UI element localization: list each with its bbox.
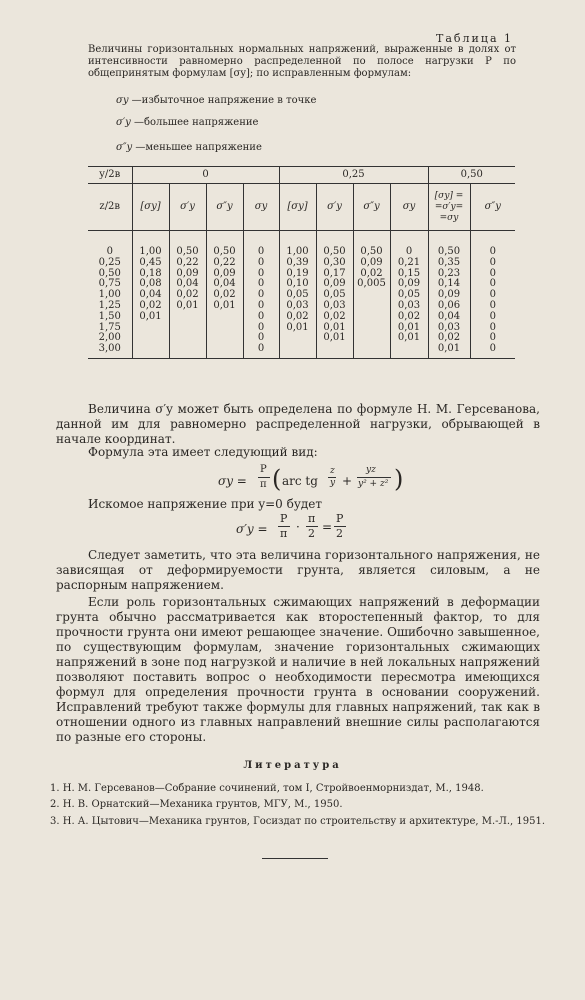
reference-item: 2. Н. В. Орнатский—Механика грунтов, МГУ, М., 1950. [50, 799, 343, 810]
table-cell: 0,23 [428, 269, 470, 280]
table-cell: 0,01 [316, 323, 353, 334]
legend-symbol: σy [116, 95, 129, 106]
table-cell: 0 [243, 269, 279, 280]
reference-item: 1. Н. М. Герсеванов—Собрание сочинений, том I, Стройвоенморниздат, М., 1948. [50, 783, 484, 794]
z-value-cell: 0 [106, 246, 113, 257]
table-cell: 0,09 [428, 290, 470, 301]
table-caption: Величины горизонтальных нормальных напряжений, выраженные в долях от интенсивности равномерно распределенной по полосе нагрузки P по общепринятым формулам [σy]; по исправленным формулам: [88, 44, 516, 79]
table-cell: 0 [243, 333, 279, 344]
table-cell: 0,14 [428, 279, 470, 290]
z-value-cell: 0,50 [98, 267, 121, 279]
legend-text: —избыточное напряжение в точке [131, 95, 317, 106]
table-cell: 0 [470, 247, 515, 258]
column-header: σ′y [169, 184, 206, 231]
group-header: 0,25 [279, 167, 428, 184]
formula-lhs: σy = [218, 474, 247, 488]
table-cell: 0,01 [390, 333, 428, 344]
table-cell [169, 333, 206, 344]
paragraph-1: Величина σ′y может быть определена по формуле Н. М. Герсеванова, данной им для равномерно распределенной нагрузки, обрывающей в начале координат. [56, 402, 540, 446]
z-value-cell: 2,00 [98, 332, 121, 344]
table-cell: 0,45 [132, 258, 169, 269]
formula-gersevanov [218, 462, 418, 502]
frac-denominator: 2 [308, 527, 315, 540]
table-cell [279, 333, 316, 344]
table-cell: 0,02 [279, 312, 316, 323]
table-cell: 0,06 [428, 301, 470, 312]
table-cell: 0,22 [206, 258, 243, 269]
paragraph-4: Следует заметить, что эта величина горизонтального напряжения, не зависящая от деформируемости грунта, является силовым, а не распорным напряжением. [56, 548, 540, 592]
legend-item [116, 95, 316, 106]
table-cell: 0,30 [316, 258, 353, 269]
table-cell: 0,22 [169, 258, 206, 269]
formula-lhs: σ′y = [236, 522, 268, 536]
table-cell: 0,19 [279, 269, 316, 280]
table-cell: 0,02 [428, 333, 470, 344]
table-cell: 0 [243, 247, 279, 258]
plus-sign: + [342, 474, 353, 488]
table-cell: 0,05 [316, 290, 353, 301]
table-cell: 0 [470, 290, 515, 301]
table-number-label: Таблица 1 [436, 32, 513, 45]
reference-item: 3. Н. А. Цытович—Механика грунтов, Госиздат по строительству и архитектуре, М.-Л., 1951. [50, 816, 546, 827]
table-cell [353, 312, 390, 323]
table-cell: 0 [470, 258, 515, 269]
table-cell: 0 [470, 333, 515, 344]
column-header: σy [243, 184, 279, 231]
fraction-bar [357, 477, 391, 478]
table-cell: 0,50 [169, 247, 206, 258]
open-paren: ( [272, 465, 282, 493]
table-row [88, 258, 515, 269]
table-cell [353, 333, 390, 344]
table-cell: 0,01 [390, 323, 428, 334]
table-cell [132, 323, 169, 334]
table-cell: 0 [470, 301, 515, 312]
stress-table [88, 166, 515, 359]
legend-symbol: σ′y [116, 117, 131, 128]
table-row [88, 344, 515, 359]
table-cell: 0,17 [316, 269, 353, 280]
table-cell: 0,05 [279, 290, 316, 301]
table-cell [206, 333, 243, 344]
legend-symbol: σ″y [116, 142, 133, 153]
table-cell: 0,01 [279, 323, 316, 334]
table-cell [353, 344, 390, 359]
table-cell: 0,09 [169, 269, 206, 280]
frac-numerator: P [280, 512, 288, 525]
table-cell: 0,18 [132, 269, 169, 280]
equals-sign: = [322, 520, 333, 534]
table-cell: 0,09 [390, 279, 428, 290]
table-cell: 0,09 [353, 258, 390, 269]
z-value-cell: 1,25 [98, 299, 121, 311]
table-cell: 0 [243, 323, 279, 334]
table-cell: 1,00 [279, 247, 316, 258]
column-header: σy [390, 184, 428, 231]
table-cell: 0 [470, 269, 515, 280]
closing-rule [262, 858, 328, 859]
arc-tg: arc tg [282, 474, 318, 488]
table-cell: 0 [470, 344, 515, 359]
frac-denominator: π [280, 527, 288, 540]
table-cell: 0,15 [390, 269, 428, 280]
table-cell [353, 301, 390, 312]
table-cell: 0,04 [428, 312, 470, 323]
column-header: σ″y [470, 184, 515, 231]
table-cell: 0 [243, 312, 279, 323]
table-cell [132, 333, 169, 344]
table-cell: 0,005 [353, 279, 390, 290]
table-cell: 0,09 [316, 279, 353, 290]
table-cell: 0,02 [132, 301, 169, 312]
column-header: σ′y [316, 184, 353, 231]
z-numerator: z [330, 466, 335, 476]
table-cell [353, 323, 390, 334]
column-header: σ″y [353, 184, 390, 231]
table-cell [279, 344, 316, 359]
table-cell [206, 323, 243, 334]
close-paren: ) [394, 465, 404, 493]
table-cell [169, 323, 206, 334]
z-value-cell: 1,50 [98, 310, 121, 322]
row-header-y: y/2в [88, 167, 132, 184]
z-value-cell: 1,75 [98, 321, 121, 333]
fraction-bar [258, 477, 270, 478]
legend-text: —большее напряжение [133, 117, 259, 128]
z-value-cell: 0,25 [98, 256, 121, 268]
group-header: 0,50 [428, 167, 515, 184]
table-cell [169, 344, 206, 359]
table-cell: 0,01 [206, 301, 243, 312]
table-cell: 0,03 [316, 301, 353, 312]
table-cell: 0,03 [428, 323, 470, 334]
table-cell: 0,50 [206, 247, 243, 258]
table-row [88, 312, 515, 323]
frac-denominator: π [260, 479, 267, 490]
table-cell: 0 [243, 258, 279, 269]
table-cell: 0 [243, 344, 279, 359]
table-cell: 0,01 [132, 312, 169, 323]
table-cell: 0,04 [206, 279, 243, 290]
frac-denominator: 2 [336, 527, 343, 540]
table-cell: 0,01 [316, 333, 353, 344]
table-cell [316, 344, 353, 359]
table-cell [206, 344, 243, 359]
table-cell [206, 312, 243, 323]
table-cell: 0,01 [169, 301, 206, 312]
table-cell: 0 [390, 247, 428, 258]
references-heading: Литература [243, 760, 342, 771]
legend-item [116, 142, 262, 153]
table-cell: 0,08 [132, 279, 169, 290]
legend-item [116, 117, 258, 128]
group-header: 0 [132, 167, 279, 184]
table-cell: 0,03 [279, 301, 316, 312]
table-cell: 0 [470, 312, 515, 323]
denominator-sum: y² + z² [358, 479, 389, 489]
table-cell: 0,50 [428, 247, 470, 258]
table-cell: 0,50 [316, 247, 353, 258]
z-value-cell: 3,00 [88, 344, 132, 359]
table-cell: 0,09 [206, 269, 243, 280]
table-cell: 0,02 [390, 312, 428, 323]
table-cell: 0 [470, 279, 515, 290]
table-cell: 0,02 [206, 290, 243, 301]
table-cell [132, 344, 169, 359]
table-cell: 0 [243, 279, 279, 290]
legend-text: —меньшее напряжение [135, 142, 262, 153]
column-header: [σy] [279, 184, 316, 231]
y-denominator: y [330, 478, 336, 488]
table-cell: 0,21 [390, 258, 428, 269]
column-header: [σy] [132, 184, 169, 231]
table-body [88, 247, 515, 359]
table-cell: 0 [243, 301, 279, 312]
z-value-cell: 0,75 [98, 278, 121, 290]
table-cell: 0,35 [428, 258, 470, 269]
formula-result [236, 512, 376, 546]
table-cell: 0,02 [353, 269, 390, 280]
table-cell: 0,39 [279, 258, 316, 269]
table-cell [353, 290, 390, 301]
table-cell: 1,00 [132, 247, 169, 258]
table-cell: 0,02 [316, 312, 353, 323]
table-cell: 0 [243, 290, 279, 301]
yz-numerator: yz [366, 465, 376, 475]
paragraph-5: Если роль горизонтальных сжимающих напряжений в деформации грунта обычно рассматривается как второстепенный фактор, то для прочности грунта они имеют решающее значение. Ошибочно завышенное, по существующим формулам, значение горизонтальных сжимающих напряжений в зоне под нагрузкой и наличие в ней локальных напряжений позволяют поставить вопрос о необходимости пересмотра имеющихся формул для определения прочности грунта в основании сооружений. Исправлений требуют также формулы для главных напряжений, так как в отношении одного из главных направлений внешние силы располагаются по разные его стороны. [56, 595, 540, 744]
table-cell: 0,05 [390, 290, 428, 301]
row-header-z: z/2в [88, 184, 132, 231]
z-value-cell: 1,00 [98, 289, 121, 301]
column-header: σ″y [206, 184, 243, 231]
table-cell: 0 [470, 323, 515, 334]
column-header: [σy] = =σ′y= =σy [428, 184, 470, 231]
table-cell: 0,02 [169, 290, 206, 301]
multiply-dot: · [296, 520, 300, 534]
frac-numerator: P [260, 464, 267, 475]
table-cell: 0,04 [132, 290, 169, 301]
table-cell [169, 312, 206, 323]
table-cell: 0,03 [390, 301, 428, 312]
frac-numerator: P [336, 512, 344, 525]
table-cell [390, 344, 428, 359]
paragraph-2: Формула эта имеет следующий вид: [88, 445, 318, 459]
table-cell: 0,50 [353, 247, 390, 258]
paragraph-3: Искомое напряжение при y=0 будет [88, 497, 323, 511]
frac-numerator: π [308, 512, 316, 525]
table-cell: 0,04 [169, 279, 206, 290]
table-cell: 0,01 [428, 344, 470, 359]
table-cell: 0,10 [279, 279, 316, 290]
